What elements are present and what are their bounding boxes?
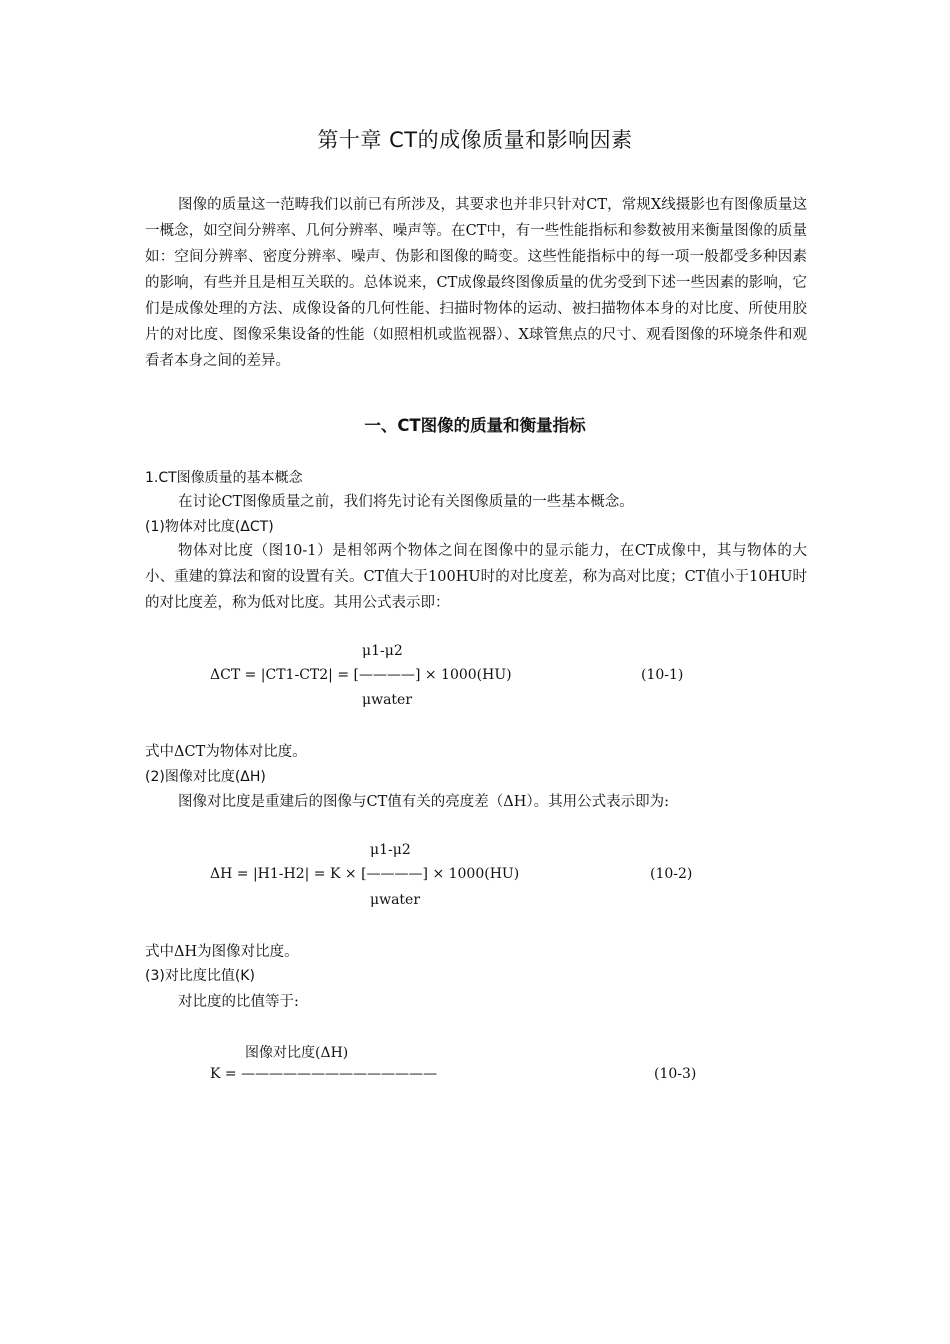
formula-numerator: μ1-μ2 [370,842,411,858]
item1-heading: (1)物体对比度(ΔCT) [145,519,274,535]
formula-number: (10-1) [641,667,684,683]
intro-paragraph: 图像的质量这一范畴我们以前已有所涉及，其要求也并非只针对CT，常规X线摄影也有图像质量这一概念，如空间分辨率、几何分辨率、噪声等。在CT中，有一些性能指标和参数被用来衡量图像的质量如：空间分辨率、密度分辨率、噪声、伪影和图像的畸变。这些性能指标中的每一项一般都受多种因素的影响，有些并且是相互关联的。总体说来，CT成像最终图像质量的优劣受到下述一些因素的影响，它们是成像处理的方法、成像设备的几何性能、扫描时物体的运动、被扫描物体本身的对比度、所使用胶片的对比度、图像采集设备的性能（如照相机或监视器）、X球管焦点的尺寸、观看图像的环境条件和观看者本身之间的差异。 [145,197,807,369]
formula-denominator: μwater [370,892,421,908]
item2-heading: (2)图像对比度(ΔH) [145,769,266,785]
item3-paragraph: 对比度的比值等于: [178,994,299,1010]
item2-paragraph: 图像对比度是重建后的图像与CT值有关的亮度差（ΔH）。其用公式表示即为: [178,794,670,810]
formula-expression: ΔCT = |CT1-CT2| = [————] × 1000(HU) [210,667,512,683]
item1-paragraph: 物体对比度（图10-1）是相邻两个物体之间在图像中的显示能力，在CT成像中，其与物体的大小、重建的算法和窗的设置有关。CT值大于100HU时的对比度差，称为高对比度；CT值小于10HU时的对比度差，称为低对比度。其用公式表示即： [145,543,807,611]
formula-numerator: μ1-μ2 [362,643,403,659]
chapter-title: 第十章 CT的成像质量和影响因素 [317,128,633,152]
formula-expression: K = —————————————— [210,1066,438,1082]
section-title: 一、CT图像的质量和衡量指标 [364,416,586,435]
item3-heading: (3)对比度比值(K) [145,968,255,984]
item1-note: 式中ΔCT为物体对比度。 [145,744,307,760]
formula-denominator: μwater [362,692,413,708]
subsection-heading: 1.CT图像质量的基本概念 [145,470,303,486]
formula-expression: ΔH = |H1-H2| = K × [————] × 1000(HU) [210,866,520,882]
item2-note: 式中ΔH为图像对比度。 [145,944,299,960]
formula-number: (10-3) [654,1066,697,1082]
formula-numerator: 图像对比度(ΔH) [245,1045,349,1061]
subsection-text: 在讨论CT图像质量之前，我们将先讨论有关图像质量的一些基本概念。 [178,494,634,510]
formula-number: (10-2) [650,866,693,882]
